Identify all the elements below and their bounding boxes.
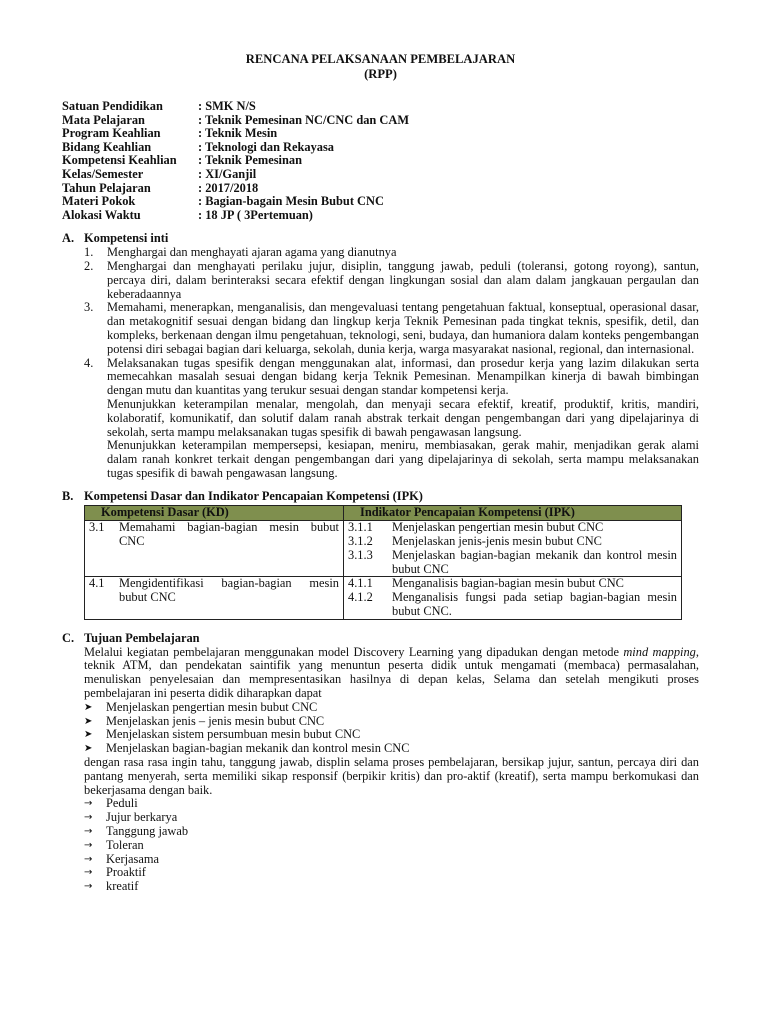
- list-item: [84, 301, 699, 356]
- meta-key: Materi Pokok: [62, 194, 136, 209]
- value-text: Kerjasama: [106, 851, 159, 866]
- section-heading: [62, 632, 699, 646]
- arrowhead-bullet-icon: ➤: [84, 701, 93, 713]
- meta-row: [62, 154, 699, 168]
- goal-item: [84, 715, 699, 729]
- meta-row: [62, 100, 699, 114]
- value-item: [84, 853, 699, 867]
- value-text: Proaktif: [106, 865, 146, 880]
- kd-text: Mengidentifikasi bagian-bagian mesin bubut CNC: [119, 576, 339, 605]
- ipk-number: 3.1.1: [348, 520, 373, 535]
- value-text: Jujur berkarya: [106, 810, 178, 825]
- arrowhead-bullet-icon: ➤: [84, 743, 93, 755]
- meta-key: Kelas/Semester: [62, 166, 144, 181]
- value-item: [84, 880, 699, 894]
- meta-value: : SMK N/S: [198, 99, 256, 113]
- value-item: [84, 797, 699, 811]
- meta-key: Kompetensi Keahlian: [62, 153, 177, 168]
- ipk-entry: [348, 535, 677, 549]
- meta-row: [62, 127, 699, 141]
- value-item: [84, 811, 699, 825]
- table-cell: [85, 521, 344, 577]
- item-text: Melaksanakan tugas spesifik dengan menggunakan alat, informasi, dan prosedur kerja yang lazim dilakukan serta memecahkan masalah sesuai dengan bidang kerja Teknik Pemesinan. Menampilkan kinerja di bawah bimbingan dengan mutu dan kuantitas yang terukur sesuai dengan standar kompetensi kerja.: [107, 355, 699, 398]
- meta-row: [62, 141, 699, 155]
- goal-item: [84, 728, 699, 742]
- ipk-number: 4.1.2: [348, 590, 373, 605]
- section-letter: A.: [62, 231, 75, 246]
- section-a: [62, 232, 699, 480]
- arrow-bullet-icon: →: [84, 826, 93, 838]
- section-heading: [62, 490, 699, 504]
- goal-text: Menjelaskan pengertian mesin bubut CNC: [106, 699, 318, 714]
- meta-value: : Teknologi dan Rekayasa: [198, 139, 334, 154]
- goal-text: Menjelaskan jenis – jenis mesin bubut CNC: [106, 713, 325, 728]
- ipk-text: Menjelaskan jenis-jenis mesin bubut CNC: [392, 534, 602, 549]
- meta-value: : Teknik Mesin: [198, 126, 278, 141]
- meta-value: : Teknik Pemesinan NC/CNC dan CAM: [198, 112, 410, 127]
- section-letter: B.: [62, 488, 74, 503]
- arrow-bullet-icon: →: [84, 798, 93, 810]
- competency-table: [84, 505, 682, 619]
- meta-value: : XI/Ganjil: [198, 166, 257, 181]
- ipk-entry: [348, 577, 677, 591]
- goal-text: Menjelaskan sistem persumbuan mesin bubut CNC: [106, 727, 361, 742]
- kd-entry: [89, 577, 339, 605]
- value-item: [84, 866, 699, 880]
- kd-number: 4.1: [89, 576, 105, 591]
- table-cell: [344, 577, 682, 619]
- ipk-entry: [348, 549, 677, 577]
- title-line-1: RENCANA PELAKSANAAN PEMBELAJARAN: [245, 52, 516, 66]
- meta-value: : 18 JP ( 3Pertemuan): [198, 207, 313, 222]
- intro-paragraph: [84, 646, 699, 701]
- arrow-bullet-icon: →: [84, 867, 93, 879]
- section-body: [84, 646, 699, 894]
- intro-emphasis: mind mapping: [623, 644, 696, 659]
- arrow-bullet-icon: →: [84, 839, 93, 851]
- meta-key: Alokasi Waktu: [62, 207, 141, 222]
- ipk-entry: [348, 521, 677, 535]
- meta-row: [62, 182, 699, 196]
- table-cell: [344, 521, 682, 577]
- meta-row: [62, 195, 699, 209]
- list-item: [84, 260, 699, 301]
- value-item: [84, 839, 699, 853]
- item-text: Menghargai dan menghayati perilaku jujur, disiplin, tanggung jawab, peduli (toleransi, gotong royong), santun, percaya diri, dalam berinteraksi secara efektif dengan lingkungan sosial dan alam dalam jangkauan pergaulan dan keberadaannya: [107, 258, 699, 301]
- arrowhead-bullet-icon: ➤: [84, 715, 93, 727]
- paragraph: Menunjukkan keterampilan menalar, mengolah, dan menyaji secara efektif, kreatif, produktif, kritis, mandiri, kolaboratif, komunikatif, dan solutif dalam ranah abstrak terkait dengan pengembangan dari yang dipelajarinya di sekolah, serta mampu melaksanakan tugas spesifik di bawah pengawasan langsung.: [107, 396, 699, 439]
- section-title: Kompetensi Dasar dan Indikator Pencapaian Kompetensi (IPK): [84, 488, 423, 503]
- meta-key: Program Keahlian: [62, 126, 161, 141]
- document-title: [62, 52, 699, 82]
- ipk-number: 3.1.2: [348, 534, 373, 549]
- value-text: Toleran: [106, 837, 144, 852]
- meta-row: [62, 209, 699, 223]
- list-item: [84, 357, 699, 398]
- item-text: Memahami, menerapkan, menganalisis, dan mengevaluasi tentang pengetahuan faktual, konseptual, operasional dasar, dan metakognitif sesuai dengan bidang dan lingkup kerja Teknik Pemesinan pada tingkat teknis, spesifik, detil, dan kompleks, berkenaan dengan ilmu pengetahuan, teknologi, seni, budaya, dan humaniora dalam konteks pengembangan potensi diri sebagai bagian dari keluarga, sekolah, dunia kerja, warga masyarakat nasional, regional, dan internasional.: [107, 300, 699, 356]
- attitude-paragraph: dengan rasa rasa ingin tahu, tanggung jawab, displin selama proses pembelajaran, bersikap jujur, santun, percaya diri dan pantang menyerah, serta memiliki sikap responsif (berpikir kritis) dan pro-aktif (kreatif), serta mampu berkomukasi dan bekerjasama dengan baik.: [84, 755, 699, 797]
- item-number: 1.: [84, 245, 94, 260]
- identity-block: [62, 100, 699, 222]
- kd-number: 3.1: [89, 520, 105, 535]
- goal-text: Menjelaskan bagian-bagian mekanik dan kontrol mesin CNC: [106, 741, 410, 756]
- section-b: [62, 490, 699, 620]
- kd-text: Memahami bagian-bagian mesin bubut CNC: [119, 520, 339, 549]
- ipk-text: Menjelaskan pengertian mesin bubut CNC: [392, 520, 604, 535]
- value-text: kreatif: [106, 879, 139, 894]
- value-text: Peduli: [106, 796, 138, 811]
- meta-key: Tahun Pelajaran: [62, 180, 151, 195]
- section-c: [62, 632, 699, 894]
- arrow-bullet-icon: →: [84, 853, 93, 865]
- meta-key: Satuan Pendidikan: [62, 99, 163, 113]
- meta-row: [62, 168, 699, 182]
- paragraph: Menunjukkan keterampilan mempersepsi, kesiapan, meniru, membiasakan, gerak mahir, menjadikan gerak alami dalam ranah konkret terkait dengan pengembangan dari yang dipelajarinya di sekolah, serta mampu melaksanakan tugas spesifik di bawah pengawasan langsung.: [107, 438, 699, 480]
- item-number: 4.: [84, 355, 94, 370]
- goal-item: [84, 742, 699, 756]
- intro-text: , teknik ATM, dan pendekatan saintifik yang menuntun peserta didik untuk mengamati (membaca) permasalahan, menuliskan penyelesaian dan mempresentasikan hasilnya di depan kelas, Selama dan setelah mengikuti proses pembelajaran ini peserta didik diharapkan dapat: [84, 644, 699, 701]
- table-header-row: [85, 506, 682, 521]
- meta-key: Bidang Keahlian: [62, 139, 152, 154]
- arrowhead-bullet-icon: ➤: [84, 729, 93, 741]
- meta-value: : Teknik Pemesinan: [198, 153, 302, 168]
- table-cell: [85, 577, 344, 619]
- arrow-bullet-icon: →: [84, 881, 93, 893]
- document-page: [62, 52, 699, 894]
- item-number: 3.: [84, 300, 94, 315]
- ipk-entry: [348, 591, 677, 619]
- list-item: [84, 246, 699, 260]
- section-heading: [62, 232, 699, 246]
- section-body: [84, 246, 699, 481]
- arrow-bullet-icon: →: [84, 812, 93, 824]
- ipk-text: Menganalisis bagian-bagian mesin bubut CNC: [392, 576, 624, 591]
- ipk-number: 4.1.1: [348, 576, 373, 591]
- value-text: Tanggung jawab: [106, 824, 189, 839]
- intro-text: Melalui kegiatan pembelajaran menggunakan model Discovery Learning yang dipadukan dengan metode: [84, 644, 619, 659]
- ipk-number: 3.1.3: [348, 547, 373, 562]
- section-letter: C.: [62, 630, 75, 645]
- table-row: [85, 577, 682, 619]
- value-item: [84, 825, 699, 839]
- section-title: Tujuan Pembelajaran: [84, 630, 200, 645]
- table-header: Kompetensi Dasar (KD): [85, 506, 344, 521]
- meta-value: : 2017/2018: [198, 180, 259, 195]
- meta-row: [62, 114, 699, 128]
- title-line-2: (RPP): [364, 67, 397, 81]
- table-header: Indikator Pencapaian Kompetensi (IPK): [344, 506, 682, 521]
- kd-entry: [89, 521, 339, 549]
- section-body: [84, 505, 699, 619]
- goal-item: [84, 701, 699, 715]
- ipk-text: Menjelaskan bagian-bagian mekanik dan kontrol mesin bubut CNC: [392, 547, 677, 576]
- meta-value: : Bagian-bagain Mesin Bubut CNC: [198, 194, 384, 209]
- item-number: 2.: [84, 258, 94, 273]
- meta-key: Mata Pelajaran: [62, 112, 145, 127]
- table-row: [85, 521, 682, 577]
- ipk-text: Menganalisis fungsi pada setiap bagian-bagian mesin bubut CNC.: [392, 590, 677, 619]
- item-text: Menghargai dan menghayati ajaran agama yang dianutnya: [107, 245, 397, 260]
- section-title: Kompetensi inti: [84, 231, 169, 246]
